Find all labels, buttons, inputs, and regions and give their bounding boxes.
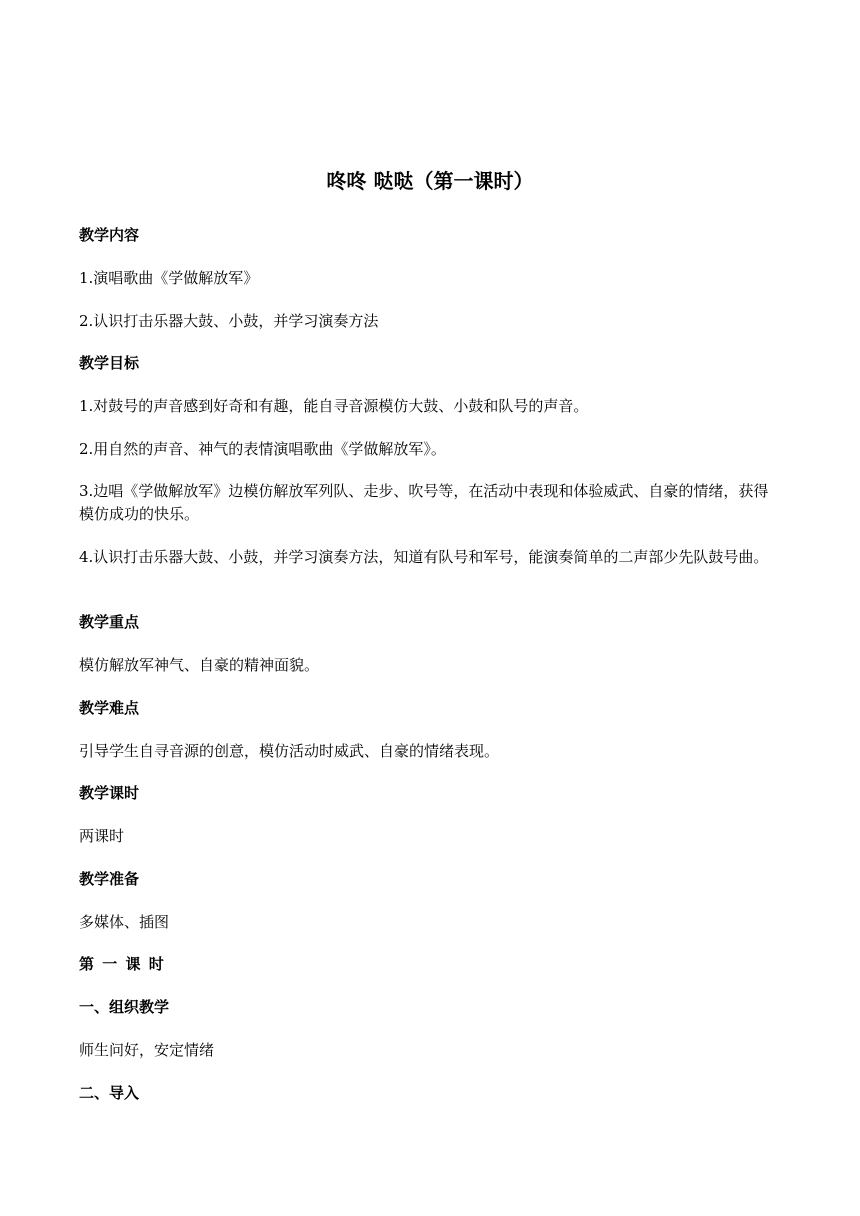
hours-heading: 教学课时: [79, 784, 140, 802]
difficulties-heading: 教学难点: [79, 699, 140, 717]
goal-item-2: 2.用自然的声音、神气的表情演唱歌曲《学做解放军》。: [79, 440, 446, 458]
step2-heading: 二、导入: [79, 1084, 140, 1102]
goal-item-3: 3.边唱《学做解放军》边模仿解放军列队、走步、吹号等，在活动中表现和体验威武、自豪的情绪，获得模仿成功的快乐。: [79, 482, 769, 523]
difficulties-text: 引导学生自寻音源的创意，模仿活动时威武、自豪的情绪表现。: [79, 742, 500, 760]
lesson-heading: 第一课时: [79, 955, 173, 973]
goal-item-1: 1.对鼓号的声音感到好奇和有趣，能自寻音源模仿大鼓、小鼓和队号的声音。: [79, 397, 589, 415]
document-title: 咚咚 哒哒（第一课时）: [326, 169, 534, 193]
content-item-2: 2.认识打击乐器大鼓、小鼓，并学习演奏方法: [79, 312, 379, 330]
content-item-1: 1.演唱歌曲《学做解放军》: [79, 269, 259, 287]
step1-text: 师生问好，安定情绪: [79, 1041, 215, 1059]
key-points-heading: 教学重点: [79, 613, 140, 631]
prep-text: 多媒体、插图: [79, 913, 170, 931]
step1-heading: 一、组织教学: [79, 998, 170, 1016]
content-heading: 教学内容: [79, 226, 140, 244]
goal-item-4: 4.认识打击乐器大鼓、小鼓，并学习演奏方法，知道有队号和军号，能演奏简单的二声部少先队鼓号曲。: [79, 548, 769, 566]
key-points-text: 模仿解放军神气、自豪的精神面貌。: [79, 656, 320, 674]
prep-heading: 教学准备: [79, 870, 140, 888]
goals-heading: 教学目标: [79, 354, 140, 372]
hours-text: 两课时: [79, 827, 125, 845]
